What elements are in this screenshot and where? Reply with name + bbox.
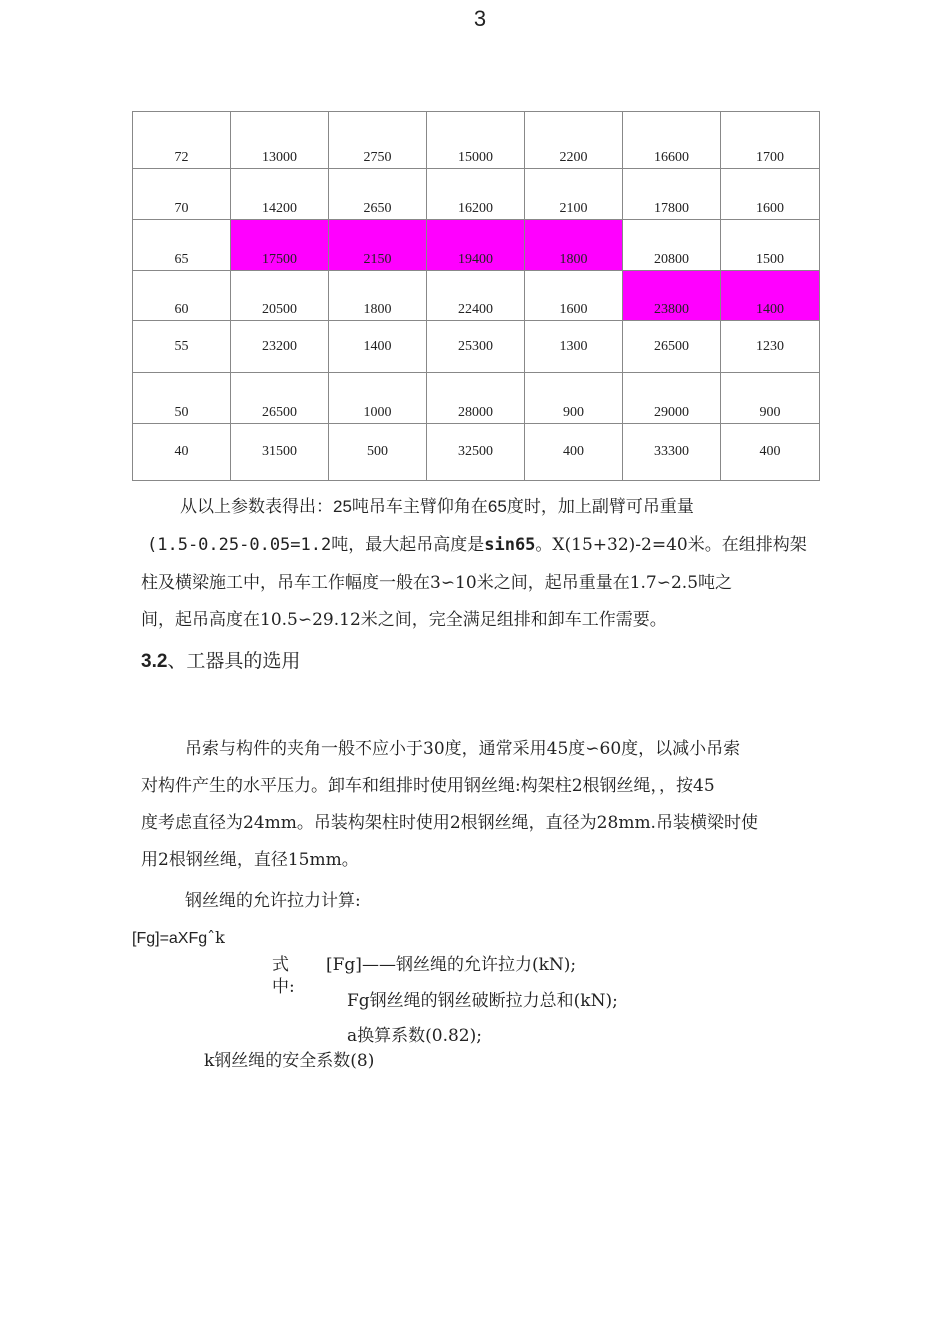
angle-cell: 65 bbox=[133, 220, 231, 271]
table-cell: 25300 bbox=[427, 321, 525, 373]
table-cell: 1400 bbox=[329, 321, 427, 373]
where-label-2: 中: bbox=[272, 977, 295, 997]
table-row bbox=[133, 373, 820, 424]
parameter-table bbox=[132, 111, 820, 481]
definition-allowable-tension: [Fg]——钢丝绳的允许拉力(kN); bbox=[326, 955, 577, 975]
table-cell: 16600 bbox=[623, 112, 721, 169]
table-cell: 400 bbox=[721, 424, 820, 481]
table-row bbox=[133, 321, 820, 373]
conclusion-line-3: 柱及横梁施工中，吊车工作幅度一般在3∽10米之间，起吊重量在1.7∽2.5吨之 bbox=[141, 573, 733, 593]
table-cell: 17800 bbox=[623, 169, 721, 220]
table-row bbox=[133, 169, 820, 220]
table-cell: 1600 bbox=[525, 271, 623, 321]
table-cell: 900 bbox=[525, 373, 623, 424]
table-cell: 23200 bbox=[231, 321, 329, 373]
table-cell: 2150 bbox=[329, 220, 427, 271]
where-label-1: 式 bbox=[272, 955, 289, 975]
table-cell: 15000 bbox=[427, 112, 525, 169]
table-cell: 2200 bbox=[525, 112, 623, 169]
table-cell: 1500 bbox=[721, 220, 820, 271]
table-cell: 900 bbox=[721, 373, 820, 424]
table-cell: 20800 bbox=[623, 220, 721, 271]
table-cell: 14200 bbox=[231, 169, 329, 220]
section-title: 、工器具的选用 bbox=[167, 650, 301, 672]
page-number: 3 bbox=[473, 6, 487, 31]
section-heading bbox=[141, 646, 300, 673]
table-cell: 1400 bbox=[721, 271, 820, 321]
table-cell: 16200 bbox=[427, 169, 525, 220]
table-cell: 1230 bbox=[721, 321, 820, 373]
definition-conversion-factor: a换算系数(0.82); bbox=[347, 1026, 482, 1046]
table-cell: 500 bbox=[329, 424, 427, 481]
table-row bbox=[133, 112, 820, 169]
table-cell: 1800 bbox=[329, 271, 427, 321]
table-cell: 2650 bbox=[329, 169, 427, 220]
table-cell: 1800 bbox=[525, 220, 623, 271]
table-cell: 26500 bbox=[623, 321, 721, 373]
table-cell: 1700 bbox=[721, 112, 820, 169]
table-cell: 33300 bbox=[623, 424, 721, 481]
table-cell: 28000 bbox=[427, 373, 525, 424]
definition-safety-factor: k钢丝绳的安全系数(8) bbox=[204, 1051, 375, 1071]
tools-line-3: 度考虑直径为24mm。吊装构架柱时使用2根钢丝绳，直径为28mm.吊装横梁时使 bbox=[141, 813, 758, 833]
table-cell: 32500 bbox=[427, 424, 525, 481]
table-cell: 2750 bbox=[329, 112, 427, 169]
table-cell: 19400 bbox=[427, 220, 525, 271]
angle-cell: 60 bbox=[133, 271, 231, 321]
table-cell: 13000 bbox=[231, 112, 329, 169]
formula-intro: 钢丝绳的允许拉力计算: bbox=[185, 891, 361, 911]
table-row bbox=[133, 220, 820, 271]
table-cell: 400 bbox=[525, 424, 623, 481]
tools-line-2: 对构件产生的水平压力。卸车和组排时使用钢丝绳:构架柱2根钢丝绳，，按45 bbox=[141, 776, 715, 796]
section-number: 3.2 bbox=[141, 651, 168, 672]
tools-line-1: 吊索与构件的夹角一般不应小于30度，通常采用45度∽60度，以减小吊索 bbox=[185, 739, 741, 759]
table-row bbox=[133, 271, 820, 321]
conclusion-line-2: (1.5-0.25-0.05=1.2吨，最大起吊高度是sin65。X(15+32)-2=40米。在组排构架 bbox=[147, 535, 807, 555]
angle-cell: 72 bbox=[133, 112, 231, 169]
angle-cell: 55 bbox=[133, 321, 231, 373]
table-cell: 2100 bbox=[525, 169, 623, 220]
angle-cell: 70 bbox=[133, 169, 231, 220]
angle-cell: 50 bbox=[133, 373, 231, 424]
table-cell: 20500 bbox=[231, 271, 329, 321]
table-cell: 26500 bbox=[231, 373, 329, 424]
table-row bbox=[133, 424, 820, 481]
conclusion-line-1: 从以上参数表得出：25吨吊车主臂仰角在65度时，加上副臂可吊重量 bbox=[180, 497, 694, 517]
table-cell: 23800 bbox=[623, 271, 721, 321]
angle-cell: 40 bbox=[133, 424, 231, 481]
table-cell: 22400 bbox=[427, 271, 525, 321]
table-cell: 1600 bbox=[721, 169, 820, 220]
formula-equation: [Fg]=aXFgˆk bbox=[132, 928, 225, 947]
tools-line-4: 用2根钢丝绳，直径15mm。 bbox=[141, 850, 359, 870]
table-cell: 1000 bbox=[329, 373, 427, 424]
table-cell: 1300 bbox=[525, 321, 623, 373]
table-cell: 31500 bbox=[231, 424, 329, 481]
definition-breaking-force: Fg钢丝绳的钢丝破断拉力总和(kN); bbox=[347, 991, 618, 1011]
table-cell: 29000 bbox=[623, 373, 721, 424]
conclusion-line-4: 间，起吊高度在10.5∽29.12米之间，完全满足组排和卸车工作需要。 bbox=[141, 610, 667, 630]
table-cell: 17500 bbox=[231, 220, 329, 271]
